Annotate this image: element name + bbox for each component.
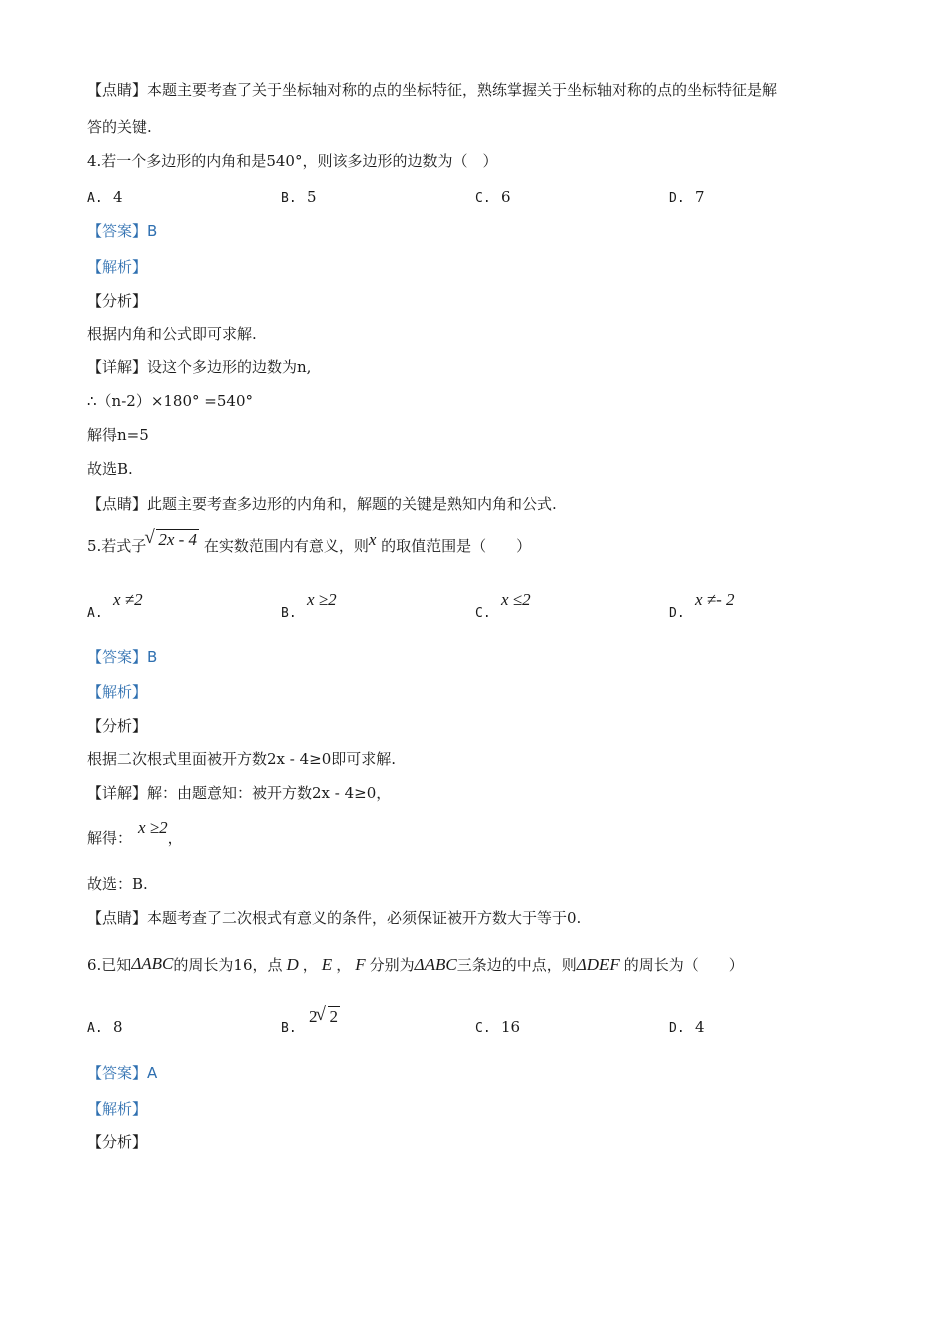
separator: ，: [302, 956, 318, 974]
answer-value: B: [147, 222, 158, 240]
q5-step-2: 故选：B.: [87, 875, 148, 893]
option-label: B.: [281, 606, 297, 621]
option-label: C.: [475, 606, 491, 621]
q6-option-c: [475, 1017, 520, 1039]
option-label: D.: [669, 1021, 685, 1036]
answer-tag: 【答案】: [87, 1064, 148, 1082]
dianjing-q3-line1: 【点睛】本题主要考查了关于坐标轴对称的点的坐标特征，熟练掌握关于坐标轴对称的点的坐标特征是解: [87, 81, 778, 99]
q5-text-a: 5.若式子: [87, 537, 147, 555]
q5-detail: 【详解】解：由题意知：被开方数2x - 4≥0，: [87, 784, 392, 802]
option-value: [309, 1007, 340, 1026]
option-value: 4: [113, 188, 123, 206]
option-label: A.: [87, 606, 103, 621]
option-value: 8: [113, 1018, 123, 1036]
q4-detail: 【详解】设这个多边形的边数为n,: [87, 358, 312, 376]
q5-jiexi-tag: 【解析】: [87, 683, 148, 701]
q5-option-c: [475, 590, 531, 624]
option-label: B.: [281, 191, 297, 206]
point-e: E: [321, 955, 333, 974]
q4-fenxi-tag: 【分析】: [87, 292, 148, 310]
variable-x: x: [368, 530, 377, 549]
sqrt-two: [318, 1007, 341, 1027]
option-value: 6: [501, 188, 511, 206]
option-label: D.: [669, 191, 685, 206]
q4-option-a: [87, 187, 123, 209]
q6-text-e: 的周长为（ ）: [623, 956, 744, 974]
q4-step-3: 故选B.: [87, 460, 133, 478]
q6-text-c: 分别为: [369, 956, 415, 974]
separator: ，: [336, 956, 352, 974]
q4-fenxi-text: 根据内角和公式即可求解.: [87, 325, 257, 343]
step-math: x ≥2: [138, 818, 168, 837]
triangle-def: ΔDEF: [576, 955, 620, 974]
answer-value: A: [147, 1064, 158, 1082]
q5-step-1: [87, 818, 183, 848]
dianjing-q3-line2: 答的关键.: [87, 118, 152, 136]
point-d: D: [286, 955, 299, 974]
q5-dianjing: 【点睛】本题考查了二次根式有意义的条件，必须保证被开方数大于等于0.: [87, 909, 582, 927]
q5-answer: [87, 647, 157, 667]
option-value: 5: [307, 188, 317, 206]
option-label: A.: [87, 191, 103, 206]
q4-step-2: 解得n=5: [87, 426, 149, 444]
q4-option-c: [475, 187, 511, 209]
triangle-abc: ΔABC: [414, 955, 457, 974]
option-label: C.: [475, 191, 491, 206]
option-value: 16: [501, 1018, 521, 1036]
q5-fenxi-tag: 【分析】: [87, 717, 148, 735]
q6-fenxi-tag: 【分析】: [87, 1133, 148, 1151]
option-label: D.: [669, 606, 685, 621]
question-6: [87, 955, 744, 975]
q5-fenxi-text: 根据二次根式里面被开方数2x - 4≥0即可求解.: [87, 750, 397, 768]
point-f: F: [355, 955, 366, 974]
triangle-abc: ΔABC: [131, 954, 174, 973]
q6-text-a: 6.已知: [87, 956, 132, 974]
q5-option-a: [87, 590, 143, 624]
option-value: 7: [695, 188, 705, 206]
coefficient: 2: [309, 1007, 318, 1026]
option-value: x ≠2: [113, 590, 143, 609]
q4-step-1: ∴（n-2）×180° =540°: [87, 392, 253, 410]
q4-jiexi-tag: 【解析】: [87, 258, 148, 276]
option-label: A.: [87, 1021, 103, 1036]
q5-text-b: 在实数范围内有意义，则: [203, 537, 369, 555]
option-value: x ≥2: [307, 590, 337, 609]
q4-answer: [87, 221, 157, 241]
question-4: 4.若一个多边形的内角和是540°，则该多边形的边数为（ ）: [87, 152, 498, 170]
q5-text-c: 的取值范围是（ ）: [381, 537, 532, 555]
answer-tag: 【答案】: [87, 222, 148, 240]
q4-option-b: [281, 187, 317, 209]
q6-text-d: 三条边的中点，则: [456, 956, 577, 974]
answer-tag: 【答案】: [87, 648, 148, 666]
q6-option-b: [281, 1007, 340, 1039]
option-value: x ≠- 2: [695, 590, 735, 609]
q6-jiexi-tag: 【解析】: [87, 1100, 148, 1118]
q4-option-d: [669, 187, 705, 209]
option-value: x ≤2: [501, 590, 531, 609]
sqrt-expression: [146, 530, 199, 550]
q4-dianjing: 【点睛】此题主要考查多边形的内角和，解题的关键是熟知内角和公式.: [87, 495, 557, 513]
q5-option-d: [669, 590, 735, 624]
radicand: 2x - 4: [158, 530, 198, 549]
option-label: C.: [475, 1021, 491, 1036]
q6-text-b: 的周长为16，点: [173, 956, 283, 974]
q6-option-d: [669, 1017, 705, 1039]
option-label: B.: [281, 1021, 297, 1036]
step-comma: ，: [167, 829, 183, 847]
q6-option-a: [87, 1017, 123, 1039]
q5-option-b: [281, 590, 337, 624]
q6-answer: [87, 1063, 157, 1083]
question-5: [87, 530, 532, 556]
radicand: 2: [329, 1007, 338, 1026]
option-value: 4: [695, 1018, 705, 1036]
answer-value: B: [147, 648, 158, 666]
step-text: 解得：: [87, 829, 133, 847]
